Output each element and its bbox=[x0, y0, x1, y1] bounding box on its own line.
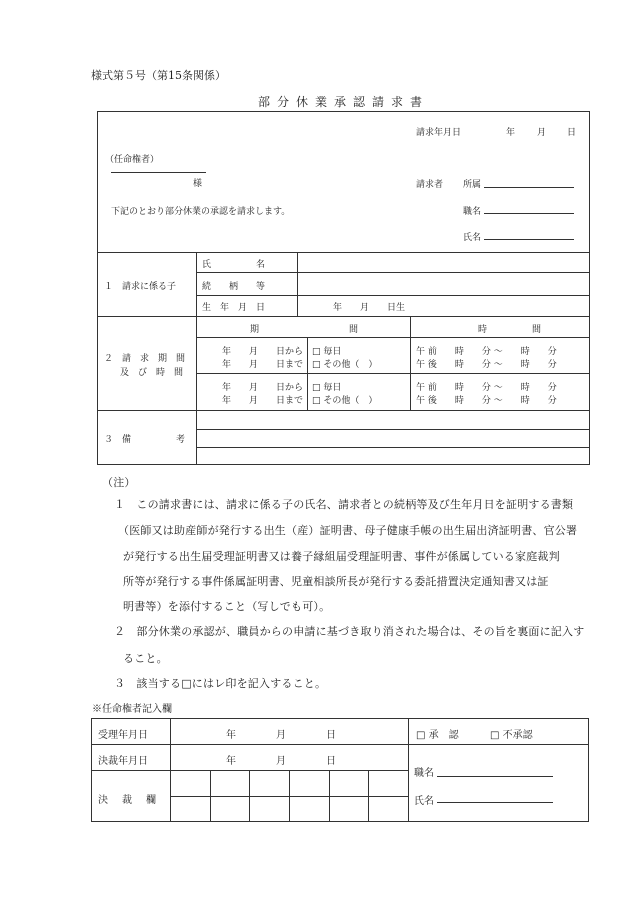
appointer-label: （任命権者） bbox=[105, 155, 160, 165]
daily-checkbox[interactable]: □ 毎日 bbox=[312, 347, 342, 357]
period-to: 年 月 日まで bbox=[222, 396, 304, 406]
note-line: （医師又は助産師が発行する出生（産）証明書、母子健康手帳の出生届出済証明書、官公署 bbox=[118, 524, 578, 537]
requester-name-label: 氏名 bbox=[463, 233, 482, 243]
requester-name-field[interactable] bbox=[484, 239, 574, 240]
appointer-position-field[interactable] bbox=[437, 776, 553, 777]
request-day: 日 bbox=[567, 128, 577, 138]
remarks-label: ３ 備 考 bbox=[104, 435, 186, 445]
affiliation-label: 所属 bbox=[463, 180, 482, 190]
request-year: 年 bbox=[506, 128, 516, 138]
note-line: １ この請求書には、請求に係る子の氏名、請求者との続柄等及び生年月日を証明する書類 bbox=[114, 498, 574, 511]
appointer-position-label: 職名 bbox=[414, 768, 434, 779]
child-relation-label: 続 柄 等 bbox=[202, 282, 266, 292]
am-time: 午 前 時 分 〜 時 分 bbox=[416, 383, 557, 393]
child-birth-value: 年 月 日生 bbox=[333, 303, 406, 313]
child-birth-label: 生 年 月 日 bbox=[202, 303, 266, 313]
sama-label: 様 bbox=[193, 179, 203, 189]
period-from: 年 月 日から bbox=[222, 347, 304, 357]
note-line: 明書等）を添付すること（写しでも可）。 bbox=[123, 600, 331, 613]
period-section-label-2: 及 び 時 間 bbox=[120, 368, 184, 378]
notes-heading: （注） bbox=[102, 476, 136, 489]
note-line: ２ 部分休業の承認が、職員からの申請に基づき取り消された場合は、その旨を裏面に記入す bbox=[114, 625, 585, 638]
child-section-label: １ 請求に係る子 bbox=[104, 282, 177, 292]
requester-position-label: 職名 bbox=[463, 207, 482, 217]
form-number: 様式第５号（第15条関係） bbox=[91, 69, 226, 82]
note-line: ること。 bbox=[123, 652, 168, 665]
receipt-date-value: 年 月 日 bbox=[226, 730, 336, 741]
daily-checkbox[interactable]: □ 毎日 bbox=[312, 383, 342, 393]
note-line: 所等が発行する事件係属証明書、児童相談所長が発行する委託措置決定通知書又は証 bbox=[123, 575, 549, 588]
disapprove-checkbox[interactable]: □ 不承認 bbox=[490, 730, 533, 741]
requester-label: 請求者 bbox=[416, 180, 444, 190]
receipt-date-label: 受理年月日 bbox=[98, 730, 148, 741]
other-checkbox[interactable]: □ その他（ ） bbox=[312, 396, 378, 406]
appointer-box-heading: ※任命権者記入欄 bbox=[92, 704, 172, 715]
request-statement: 下記のとおり部分休業の承認を請求します。 bbox=[111, 207, 291, 217]
pm-time: 午 後 時 分 〜 時 分 bbox=[416, 396, 557, 406]
stamp-label: 決 裁 欄 bbox=[98, 795, 158, 806]
appointer-name-line[interactable] bbox=[437, 802, 553, 803]
appointer-name-field[interactable] bbox=[111, 172, 206, 173]
period-to: 年 月 日まで bbox=[222, 360, 304, 370]
decision-date-value: 年 月 日 bbox=[226, 756, 336, 767]
page-title: 部分休業承認請求書 bbox=[258, 95, 430, 109]
time-header: 時 間 bbox=[478, 325, 542, 335]
am-time: 午 前 時 分 〜 時 分 bbox=[416, 347, 557, 357]
other-checkbox[interactable]: □ その他（ ） bbox=[312, 360, 378, 370]
period-from: 年 月 日から bbox=[222, 383, 304, 393]
approve-checkbox[interactable]: □ 承 認 bbox=[416, 730, 459, 741]
request-date-label: 請求年月日 bbox=[416, 128, 462, 138]
pm-time: 午 後 時 分 〜 時 分 bbox=[416, 360, 557, 370]
requester-position-field[interactable] bbox=[484, 213, 574, 214]
note-line: が発行する出生届受理証明書又は養子縁組届受理証明書、事件が係属している家庭裁判 bbox=[123, 550, 560, 563]
period-section-label-1: ２ 請 求 期 間 bbox=[104, 354, 186, 364]
affiliation-field[interactable] bbox=[484, 187, 574, 188]
period-header: 期 間 bbox=[250, 325, 359, 335]
child-name-label: 氏 名 bbox=[202, 260, 266, 270]
decision-date-label: 決裁年月日 bbox=[98, 756, 148, 767]
request-month: 月 bbox=[537, 128, 547, 138]
note-line: ３ 該当する□にはレ印を記入すること。 bbox=[114, 677, 327, 690]
appointer-name-label: 氏名 bbox=[414, 796, 434, 807]
